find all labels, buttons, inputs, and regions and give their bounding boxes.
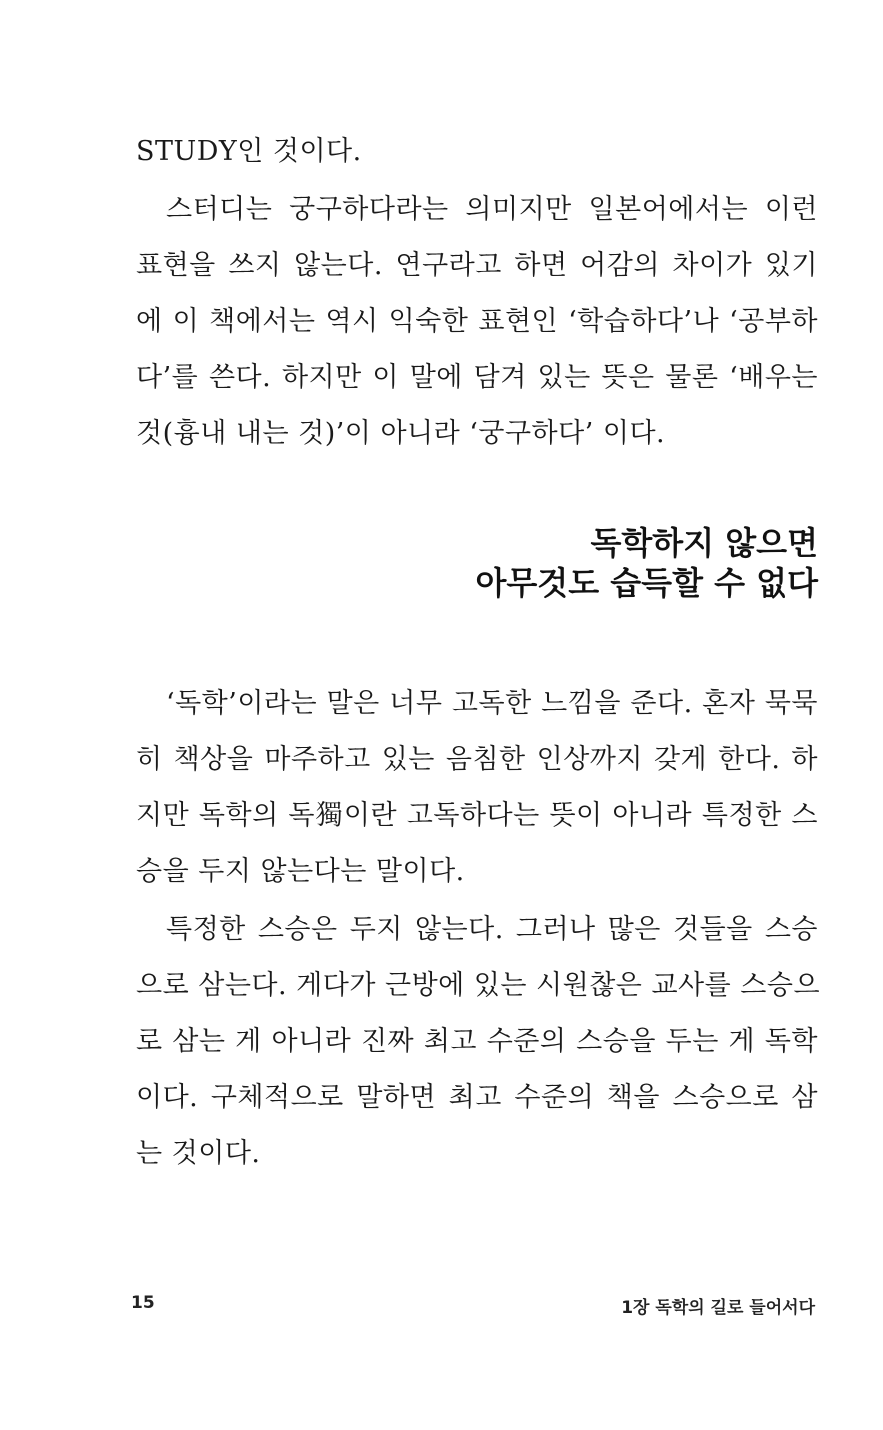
text-line: 승을 두지 않는다는 말이다. — [136, 856, 465, 887]
section-heading — [475, 523, 818, 603]
text-line: 표현을 쓰지 않는다. 연구라고 하면 어감의 차이가 있기 — [136, 250, 818, 281]
text-line: 히 책상을 마주하고 있는 음침한 인상까지 갖게 한다. 하 — [136, 744, 818, 775]
text-line: 지만 독학의 독獨이란 고독하다는 뜻이 아니라 특정한 스 — [136, 800, 818, 831]
text-line: 로 삼는 게 아니라 진짜 최고 수준의 스승을 두는 게 독학 — [136, 1026, 818, 1057]
text-line: 이다. 구체적으로 말하면 최고 수준의 책을 스승으로 삼 — [136, 1082, 818, 1113]
chapter-title: 1장 독학의 길로 들어서다 — [621, 1298, 815, 1318]
text-line: 것(흉내 내는 것)’이 아니라 ‘궁구하다’ 이다. — [136, 418, 666, 449]
text-line: STUDY인 것이다. — [136, 136, 362, 167]
text-line: 으로 삼는다. 게다가 근방에 있는 시원찮은 교사를 스승으 — [136, 970, 821, 1001]
heading-line-1: 독학하지 않으면 — [590, 524, 818, 562]
text-line: 다’를 쓴다. 하지만 이 말에 담겨 있는 뜻은 물론 ‘배우는 — [136, 362, 818, 393]
text-line: 에 이 책에서는 역시 익숙한 표현인 ‘학습하다’나 ‘공부하 — [136, 306, 818, 337]
text-line: 특정한 스승은 두지 않는다. 그러나 많은 것들을 스승 — [166, 914, 818, 945]
heading-line-2: 아무것도 습득할 수 없다 — [475, 564, 818, 602]
page-number: 15 — [131, 1293, 155, 1313]
text-line: ‘독학’이라는 말은 너무 고독한 느낌을 준다. 혼자 묵묵 — [166, 688, 818, 719]
text-line: 는 것이다. — [136, 1138, 261, 1169]
text-line: 스터디는 궁구하다라는 의미지만 일본어에서는 이런 — [166, 194, 818, 225]
